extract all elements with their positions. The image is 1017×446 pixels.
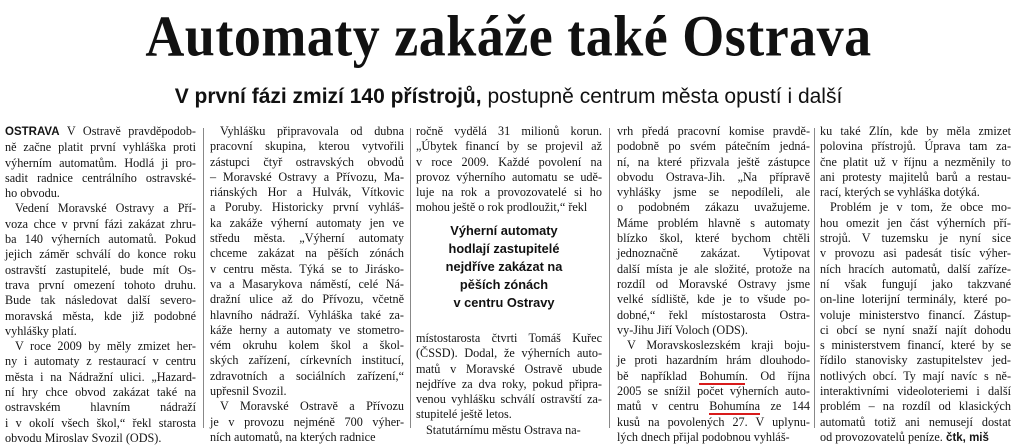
text-run: ka zakáže výherní automaty jen ve (210, 215, 404, 230)
text-run: výherním automatům. Hodlá ji pro- (5, 155, 196, 170)
text-line (820, 170, 1011, 185)
text-line (210, 292, 404, 307)
text-line (5, 385, 196, 400)
text-line (820, 353, 1011, 368)
text-run: ročně vydělá 31 milionů korun. (416, 124, 602, 138)
text-run: Problém je v tom, že obce mo- (830, 200, 1011, 215)
text-line (617, 292, 810, 307)
article-column-2 (210, 124, 404, 445)
text-run: upřesnil Svozil. (210, 384, 287, 399)
text-run: zástupci čtyř ostravských obvodů (210, 154, 404, 169)
text-run: on-line loterijní terminály, které po- (820, 292, 1011, 307)
text-line (5, 124, 196, 140)
text-run: je v provozu nejméně 700 výher- (210, 414, 404, 429)
text-run: rozdíl od Moravské Ostravy jsme (617, 276, 810, 291)
text-line (617, 430, 810, 445)
text-line (416, 423, 602, 438)
text-line (820, 246, 1011, 261)
text-line (617, 124, 810, 139)
text-run: voza chce v první fázi zakázat zhru- (5, 216, 196, 231)
text-line (820, 399, 1011, 414)
text-line (5, 309, 196, 324)
text-line (617, 323, 810, 338)
text-run: V roce 2009 by měly zmizet her- (15, 339, 196, 354)
text-run: va a Masarykova náměstí, celé Ná- (210, 276, 404, 291)
text-run: hou omezit jen část výherních pří- (820, 215, 1011, 230)
text-run: Vedení Moravské Ostravy a Pří- (15, 201, 196, 216)
text-run: ho obvodu. (5, 186, 60, 201)
text-line (820, 124, 1011, 139)
text-run: . Od října (744, 368, 810, 383)
text-line (416, 170, 602, 185)
text-run: Bude tak následovat další severo- (5, 293, 196, 308)
text-run: v roce 2009. Každé povolení na (416, 154, 602, 169)
text-line (5, 217, 196, 232)
text-line (210, 185, 404, 200)
text-line (820, 262, 1011, 277)
text-line (5, 339, 196, 354)
pull-quote-line: nejdříve zakázat na (445, 259, 563, 274)
text-run: polovina přístrojů. Úprava tam za- (820, 139, 1011, 154)
text-run: lých dnech přijal podobnou vyhláš- (617, 429, 790, 444)
text-run: káže herny a automaty ve stometro- (210, 322, 404, 337)
text-line (617, 277, 810, 292)
text-run: V Moravské Ostravě a Přívozu (220, 399, 404, 414)
text-run: od provozovatelů peníze. (820, 429, 943, 444)
text-line (617, 246, 810, 261)
text-line (820, 200, 1011, 215)
text-run: ních hracích automatů, další zaříze- (820, 261, 1011, 276)
text-line (617, 415, 810, 430)
article-column-5 (820, 124, 1011, 446)
article-column-1 (5, 124, 196, 446)
text-line (820, 216, 1011, 231)
text-run: (ČSSD). Dodal, že výherních auto- (416, 346, 602, 361)
pull-quote (416, 222, 592, 312)
text-run: místostarosta čtvrti Tomáš Kuřec (416, 331, 602, 345)
text-run: ní však fungují jako takzvané (820, 276, 1011, 291)
text-run: – Moravské Ostravy a Přívozu, Ma- (210, 169, 404, 184)
text-line (5, 140, 196, 155)
text-run: ze 144 (760, 399, 810, 414)
text-line (210, 170, 404, 185)
column-divider (203, 128, 204, 428)
text-line (820, 231, 1011, 246)
text-run: zdravotních a sociálních zařízení,“ (210, 368, 404, 383)
text-line (5, 416, 196, 431)
text-line (210, 338, 404, 353)
text-run: pracovní skupina, kterou vytvořili (210, 139, 404, 154)
text-line (617, 308, 810, 323)
text-run: strojů. V tuzemsku je nyní sice (820, 231, 1011, 246)
text-run: matů v centru (617, 399, 710, 414)
text-line (5, 278, 196, 293)
text-run: bě například (617, 368, 700, 383)
text-line (416, 392, 602, 407)
text-run: obvodu Ostrava-Jih. „Na přípravě (617, 169, 810, 184)
text-run: provoz výherního automatu se udě- (416, 169, 602, 184)
text-run: stupitelé ještě letos. (416, 407, 512, 422)
byline-agency: čtk, miš (942, 431, 989, 444)
text-line (5, 156, 196, 171)
text-run: nejdříve za dva roky, pokud připra- (416, 376, 602, 391)
text-line (617, 170, 810, 185)
text-line (210, 262, 404, 277)
text-line (617, 231, 810, 246)
text-line (416, 185, 602, 200)
text-line (210, 430, 404, 445)
text-run: čne platit už v říjnu a nezměnily to (820, 154, 1011, 169)
subheadline-bold: V první fázi zmizí 140 přístrojů, (174, 85, 482, 108)
text-run: ní, na které přizvala ještě zástupce (617, 154, 810, 169)
text-run: moravská města, kde již podobné (5, 308, 196, 323)
text-run: velké sídliště, kde je to všude po- (617, 292, 810, 307)
text-line (210, 216, 404, 231)
text-line (5, 324, 196, 339)
text-line (210, 200, 404, 215)
text-line (617, 216, 810, 231)
text-run: ku také Zlín, kde by měla zmizet (820, 124, 1011, 138)
text-run: a Poruby. Historicky první vyhláš- (210, 200, 404, 215)
text-run: dobné,“ řekl místostarosta Ostra- (617, 307, 810, 322)
article-column-3-bottom (416, 331, 602, 438)
text-line (210, 308, 404, 323)
text-line (210, 415, 404, 430)
text-line (5, 171, 196, 186)
column-divider (609, 128, 610, 428)
text-run: ny i automaty z restaurací v centru (5, 354, 196, 369)
text-run: blízko škol, které bychom chtěli (617, 231, 810, 246)
text-line (210, 231, 404, 246)
pull-quote-line: v centru Ostravy (453, 295, 555, 310)
text-run: chceme zakázat na pěších zónách (210, 246, 404, 261)
text-line (820, 338, 1011, 353)
underlined-word: Bohumín (699, 368, 745, 383)
text-line (5, 247, 196, 262)
text-run: V Ostravě pravděpodob- (59, 124, 196, 138)
text-line (5, 354, 196, 369)
text-line (5, 293, 196, 308)
text-run: s ministerstvem financí, které by se (820, 338, 1011, 353)
text-run: ci obcí se nyní snaží najít dohodu (820, 322, 1011, 337)
text-run: řídilo stanovisky zastupitelstev jed- (820, 353, 1011, 368)
dateline: OSTRAVA (5, 126, 60, 138)
text-line (416, 200, 602, 215)
text-line (820, 323, 1011, 338)
text-run: v centru města. Týká se to Jirásko- (210, 261, 404, 276)
text-run: ních automatů, na kterých radnice (210, 429, 376, 444)
column-divider (814, 128, 815, 428)
text-line (210, 124, 404, 139)
text-run: mohou ještě o rok prodloužit,“ řekl (416, 200, 588, 215)
text-run: středu města. „Výherní automaty (210, 231, 404, 246)
text-run: riánských Hor a Hulvák, Vítkovic (210, 185, 404, 200)
subheadline-normal: postupně centrum města opustí i další (481, 85, 843, 108)
text-run: luje na rok a provozovatelé si ho (416, 185, 602, 200)
text-line (820, 277, 1011, 292)
text-run: podobně po svém pátečním jedná- (617, 139, 810, 154)
text-run: ní hry chce obvod zakázat také na (5, 385, 196, 400)
text-line (617, 384, 810, 399)
underlined-word: Bohumína (709, 399, 761, 414)
text-run: vy-Jihu Jiří Voloch (ODS). (617, 322, 748, 337)
text-run: vrh předá pracovní komise pravdě- (617, 124, 810, 138)
text-run: je proti hazardním hrám dlouhodo- (617, 353, 810, 368)
text-line (5, 186, 196, 201)
text-run: notlivých obcí. Ty mají navíc s ně- (820, 368, 1011, 383)
text-line (5, 370, 196, 385)
text-run: vém okruhu kolem škol a škol- (210, 338, 404, 353)
text-run: jednoznačně zakázat. Vytipovat (617, 246, 810, 261)
text-run: ských zařízení, církevních institucí, (210, 353, 404, 368)
text-line (820, 139, 1011, 154)
text-line (210, 277, 404, 292)
text-line (820, 185, 1011, 200)
text-line (416, 407, 602, 422)
text-line (820, 308, 1011, 323)
text-run: města i na Nádražní ulici. „Hazard- (5, 369, 196, 384)
text-line (210, 384, 404, 399)
text-run: matů v Moravské Ostravě ubude (416, 361, 602, 376)
text-run: trava první omezení tohoto druhu. (5, 277, 196, 292)
text-line (617, 369, 810, 384)
text-run: Máme problém hlavně s automaty (617, 215, 810, 230)
text-line (416, 124, 602, 139)
text-line (416, 331, 602, 346)
headline: Automaty zakáže také Ostrava (145, 3, 872, 69)
text-run: rací, kterých se vyhláška dotýká. (820, 185, 980, 200)
text-run: dražní ulice až do Přívozu, včetně (210, 292, 404, 307)
text-run: interaktivními videoloteriemi i další (820, 384, 1011, 399)
text-line (820, 430, 1011, 446)
text-run: ně začne platit první vyhláška proti (5, 140, 196, 155)
text-line (617, 353, 810, 368)
text-run: obvodu Miroslav Svozil (ODS). (5, 430, 162, 445)
text-run: automatů totiž ani nemusejí dostat (820, 414, 1011, 429)
text-run: ostravském hlavním nádraží (5, 400, 196, 415)
text-line (416, 155, 602, 170)
text-line (5, 263, 196, 278)
text-run: ba 140 výherních automatů. Pokud (5, 232, 196, 247)
text-line (210, 353, 404, 368)
text-run: vyhlášky platí. (5, 323, 77, 338)
text-run: kusů na povolených 27. V uplynu- (617, 414, 810, 429)
text-line (210, 369, 404, 384)
text-line (617, 155, 810, 170)
text-line (5, 400, 196, 415)
article-column-4 (617, 124, 810, 445)
subheadline (0, 84, 1017, 110)
text-run: ostravští zastupitelé, bude mít Os- (5, 262, 196, 277)
text-line (820, 155, 1011, 170)
text-run: voluje ministerstvo financí. Zástup- (820, 307, 1011, 322)
text-run: jejich záměr schválí do konce roku (5, 247, 196, 262)
text-line (617, 338, 810, 353)
text-run: další místa je ale složité, protože na (617, 261, 810, 276)
text-line (617, 185, 810, 200)
pull-quote-line: hodlají zastupitelé (448, 241, 560, 256)
text-line (210, 399, 404, 414)
text-run: problém – na rozdíl od klasických (820, 399, 1011, 414)
text-line (210, 139, 404, 154)
article-column-3-top (416, 124, 602, 216)
pull-quote-line: Výherní automaty (450, 223, 558, 238)
text-run: V Moravskoslezském kraji boju- (627, 338, 810, 353)
text-run: „Úbytek financí by se projevil až (416, 139, 602, 154)
column-divider (410, 128, 411, 428)
text-line (5, 431, 196, 446)
text-line (416, 346, 602, 361)
text-line (617, 139, 810, 154)
text-line (617, 262, 810, 277)
text-line (617, 399, 810, 414)
text-run: Vyhlášku připravovala od dubna (220, 124, 404, 138)
text-run: ani protesty majitelů barů a restau- (820, 169, 1011, 184)
text-run: o podobném zákazu uvažujeme. (617, 200, 810, 215)
text-line (416, 362, 602, 377)
text-line (416, 377, 602, 392)
text-line (210, 323, 404, 338)
text-line (617, 200, 810, 215)
text-line (820, 415, 1011, 430)
text-run: 2005 se snížil počet výherních auto- (617, 384, 810, 399)
text-run: i v okolí všech škol,“ řekl starosta (5, 415, 196, 430)
text-run: Statutárnímu městu Ostrava na- (426, 422, 581, 437)
text-line (820, 369, 1011, 384)
text-line (210, 155, 404, 170)
text-run: venou vyhlášku schválí ostravští za- (416, 392, 602, 407)
text-run: sadit radnice centrálního ostravské- (5, 170, 196, 185)
text-run: hlavního nádraží. Vyhláška také za- (210, 307, 404, 322)
text-run: vyhlášky jsme se nepodíleli, ale (617, 185, 810, 200)
text-line (820, 292, 1011, 307)
text-line (820, 384, 1011, 399)
text-line (5, 232, 196, 247)
pull-quote-line: pěších zónách (459, 277, 549, 292)
text-line (416, 139, 602, 154)
text-line (210, 246, 404, 261)
text-line (5, 201, 196, 216)
text-run: v provozu asi padesát tisíc výher- (820, 246, 1011, 261)
